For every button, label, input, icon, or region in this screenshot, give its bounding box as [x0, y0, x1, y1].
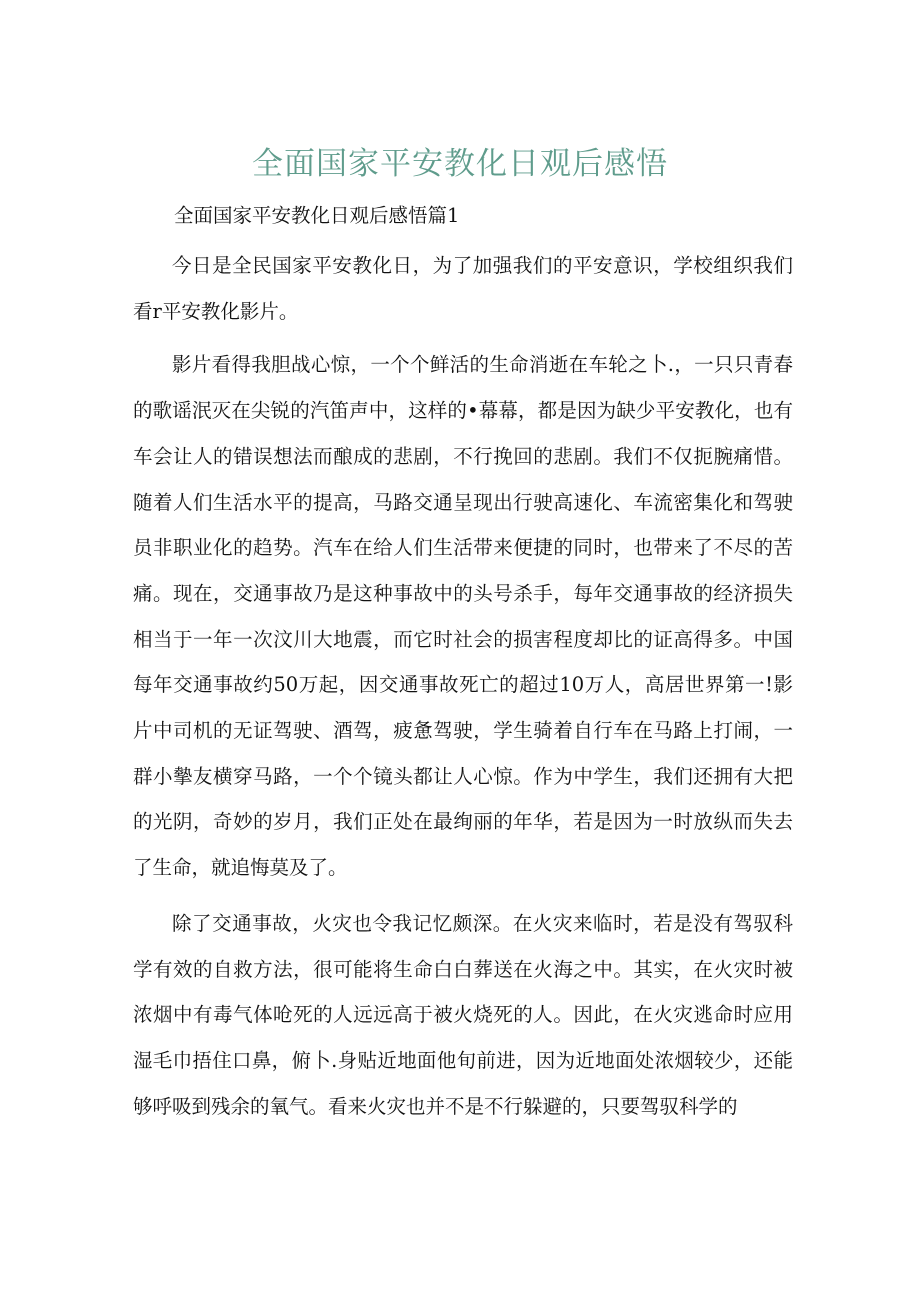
- paragraph-2: 影片看得我胆战心惊，一个个鲜活的生命消逝在车轮之卜.，一只只青春的歌谣泯灭在尖锐的汽笛声中，这样的•幕幕，都是因为缺少平安教化，也有车会让人的错误想法而酿成的悲剧，不行挽回的悲剧。我们不仅扼腕痛惜。随着人们生活水平的提高，马路交通呈现出行驶高速化、车流密集化和驾驶员非职业化的趋势。汽车在给人们生活带来便捷的同时，也带来了不尽的苦痛。现在，交通事故乃是这种事故中的头号杀手，每年交通事故的经济损失相当于一年一次汶川大地震，而它时社会的损害程度却比的证高得多。中国每年交通事故约50万起，因交通事故死亡的超过10万人，高居世界第一!影片中司机的无证驾驶、酒驾，疲惫驾驶，学生骑着自行车在马路上打闹，一群小摰友横穿马路，一个个镜头都让人心惊。作为中学生，我们还拥有大把的光阴，奇妙的岁月，我们正处在最绚丽的年华，若是因为一时放纵而失去了生命，就追悔莫及了。: [133, 353, 793, 880]
- document-title: 全面国家平安教化日观后感悟: [252, 146, 668, 182]
- document-body: [133, 243, 793, 1129]
- paragraph-3: 除了交通事故，火灾也令我记忆颇深。在火灾来临时，若是没有驾驭科学有效的自救方法，很可能将生命白白葬送在火海之中。其实，在火灾时被浓烟中有毒气体呛死的人远远高于被火烧死的人。因此，在火灾逃命时应用湿毛巾捂住口鼻，俯卜.身贴近地面他旬前进，因为近地面处浓烟较少，还能够呼吸到残余的氧气。看来火灾也并不是不行躲避的，只要驾驭科学的: [133, 911, 793, 1118]
- paragraph-1: 今日是全民国家平安教化日，为了加强我们的平安意识，学校组织我们看r平安教化影片。: [133, 254, 793, 323]
- section-heading: 全面国家平安教化日观后感悟篇1: [174, 204, 460, 227]
